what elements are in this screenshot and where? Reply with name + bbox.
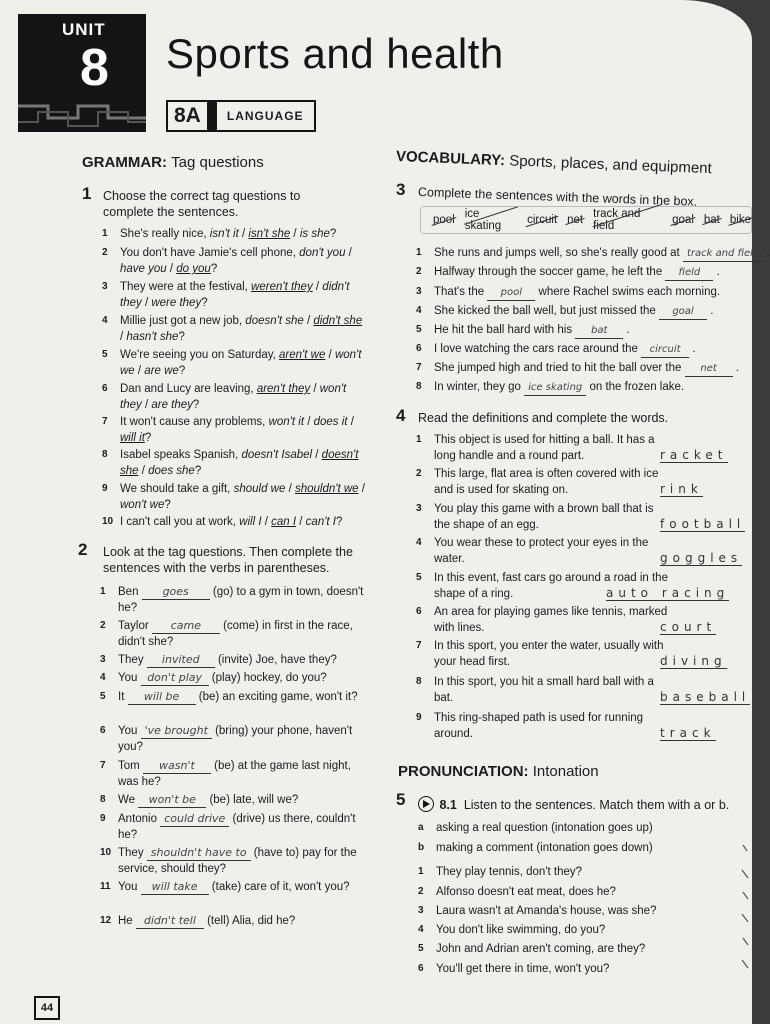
- item-text: It won't cause any problems, won't it / does it / will it?: [120, 416, 354, 444]
- item-number: 3: [416, 286, 422, 297]
- item-number: 1: [100, 586, 106, 597]
- definition-text: In this sport, you enter the water, usually with your head first.: [434, 640, 664, 668]
- item-text-after: .: [763, 247, 770, 259]
- item-number: 7: [102, 416, 108, 427]
- item-text-before: She runs and jumps well, so she's really good at: [434, 247, 683, 259]
- tag-option[interactable]: will it: [120, 432, 145, 444]
- answer-blank[interactable]: goal: [659, 305, 707, 320]
- item-text-after: (invite) Joe, have they?: [214, 654, 337, 666]
- box-word: track and field: [593, 208, 662, 232]
- tag-option[interactable]: hasn't she: [126, 331, 179, 343]
- exercise-3-item: [416, 264, 744, 281]
- tag-option[interactable]: are they: [151, 399, 193, 411]
- lesson-code: 8A: [168, 102, 209, 130]
- page-title: Sports and health: [166, 30, 504, 77]
- decorative-pattern-icon: [18, 98, 146, 132]
- tag-option[interactable]: can't I: [305, 516, 336, 528]
- tag-option[interactable]: weren't they: [251, 281, 313, 293]
- box-word: pool: [433, 214, 455, 226]
- option-letter: a: [418, 822, 424, 833]
- box-word: net: [567, 214, 584, 226]
- item-text-before: She kicked the ball well, but just missed the: [434, 305, 660, 317]
- item-text-after: (be) late, will we?: [206, 794, 299, 806]
- exercise-4-item: [416, 638, 669, 670]
- item-text-before: I love watching the cars race around the: [434, 343, 642, 355]
- unit-badge: [18, 14, 146, 132]
- item-number: 4: [416, 537, 422, 548]
- exercise-5-item: [418, 941, 736, 957]
- answer-blank[interactable]: circuit: [641, 343, 689, 358]
- item-number: 8: [416, 676, 422, 687]
- item-text: Isabel speaks Spanish, doesn't Isabel / doesn't she / does she?: [120, 449, 359, 477]
- item-number: 2: [102, 247, 108, 258]
- item-number: 2: [416, 266, 422, 277]
- answer-blank[interactable]: didn't tell: [136, 914, 204, 929]
- item-text-before: It: [118, 691, 128, 703]
- exercise-2-item: [100, 689, 368, 705]
- option-text: asking a real question (intonation goes up): [436, 822, 653, 834]
- exercise-2-item: [100, 811, 368, 843]
- item-text-after: (bring) your phone, haven't you?: [118, 725, 353, 753]
- item-number: 3: [416, 503, 422, 514]
- unit-number: 8: [80, 39, 109, 97]
- badge-divider: [209, 102, 217, 130]
- exercise-4-instruction: Read the definitions and complete the words.: [418, 411, 669, 425]
- tag-option[interactable]: shouldn't we: [294, 483, 359, 495]
- item-text-after: on the frozen lake.: [586, 381, 685, 393]
- sentence-text: You don't like swimming, do you?: [436, 924, 606, 936]
- vocabulary-heading-bold: VOCABULARY:: [395, 148, 506, 170]
- item-text-after: (be) an exciting game, won't it?: [195, 691, 358, 703]
- word-answer[interactable]: track: [660, 726, 716, 740]
- definition-text: An area for playing games like tennis, marked with lines.: [434, 606, 668, 634]
- item-text-before: They: [118, 654, 147, 666]
- item-text-before: In winter, they go: [434, 381, 525, 393]
- item-number: 1: [416, 247, 422, 258]
- item-number: 1: [418, 866, 424, 877]
- exercise-2-number: 2: [78, 540, 88, 559]
- sentence-text: Laura wasn't at Amanda's house, was she?: [436, 905, 657, 917]
- answer-blank[interactable]: don't play: [141, 671, 209, 686]
- exercise-3-item: [416, 379, 744, 396]
- box-word: bike: [729, 214, 751, 226]
- tag-option[interactable]: is she: [299, 228, 330, 240]
- answer-blank[interactable]: net: [685, 362, 733, 377]
- tag-option[interactable]: isn't it: [209, 228, 239, 240]
- item-number: 4: [102, 315, 108, 326]
- item-text-before: You: [118, 881, 141, 893]
- item-text-before: That's the: [434, 286, 488, 298]
- answer-marks-icon: [740, 840, 752, 980]
- exercise-4-item: [416, 674, 669, 706]
- item-text-before: Halfway through the soccer game, he left the: [434, 266, 666, 278]
- tag-option[interactable]: won't it: [268, 416, 305, 428]
- audio-play-icon[interactable]: [418, 796, 434, 812]
- item-number: 7: [100, 760, 106, 771]
- tag-option[interactable]: won't we: [120, 499, 165, 511]
- item-number: 4: [100, 672, 106, 683]
- definition-text: This object is used for hitting a ball. It has a long handle and a round part.: [434, 434, 655, 462]
- tag-option[interactable]: will I: [239, 516, 262, 528]
- audio-track-number: 8.1: [439, 798, 457, 812]
- item-text-after: .: [713, 266, 720, 278]
- item-text: You don't have Jamie's cell phone, don't you / have you / do you?: [120, 247, 352, 275]
- item-text-before: Taylor: [118, 620, 152, 632]
- exercise-5-item: [418, 922, 736, 938]
- item-text-after: (come) in first in the race, didn't she?: [118, 620, 353, 648]
- answer-blank[interactable]: pool: [487, 286, 535, 301]
- item-number: 3: [418, 905, 424, 916]
- word-answer[interactable]: rink: [660, 482, 703, 496]
- tag-option[interactable]: should we: [233, 483, 286, 495]
- exercise-1-item: [102, 226, 365, 242]
- item-text: I can't call you at work, will I / can I / can't I?: [120, 516, 343, 528]
- item-number: 5: [416, 572, 422, 583]
- tag-option[interactable]: do you: [176, 263, 211, 275]
- exercise-2-item: [100, 879, 368, 895]
- exercise-4-item: [416, 466, 669, 498]
- pronunciation-heading: [398, 763, 599, 780]
- exercise-2-item: [100, 670, 368, 686]
- item-number: 2: [418, 886, 424, 897]
- exercise-1-item: [102, 481, 365, 513]
- exercise-5-number: 5: [396, 790, 406, 809]
- item-number: 5: [100, 691, 106, 702]
- answer-blank[interactable]: ice skating: [524, 381, 586, 396]
- word-answer[interactable]: goggles: [660, 551, 743, 565]
- pronunciation-heading-bold: PRONUNCIATION:: [398, 763, 529, 780]
- answer-blank[interactable]: field: [665, 266, 713, 281]
- answer-blank[interactable]: will take: [141, 880, 209, 895]
- item-number: 10: [102, 516, 114, 527]
- exercise-1-item: [102, 245, 365, 277]
- tag-option[interactable]: doesn't she: [120, 449, 359, 477]
- sentence-text: You'll get there in time, won't you?: [436, 963, 610, 975]
- item-text: We're seeing you on Saturday, aren't we / won't we / are we?: [120, 349, 362, 377]
- item-number: 1: [416, 434, 422, 445]
- exercise-1-item: [102, 313, 365, 345]
- exercise-1-item: [102, 279, 365, 311]
- item-text: Millie just got a new job, doesn't she / didn't she / hasn't she?: [120, 315, 363, 343]
- item-number: 9: [102, 483, 108, 494]
- item-number: 4: [418, 924, 424, 935]
- exercise-1-instruction: Choose the correct tag questions to complete the sentences.: [103, 189, 301, 219]
- item-text-before: Tom: [118, 760, 143, 772]
- lesson-type: LANGUAGE: [226, 109, 304, 123]
- item-number: 1: [102, 228, 108, 239]
- item-number: 2: [416, 468, 422, 479]
- exercise-1-number: 1: [82, 184, 92, 203]
- item-text-before: You: [118, 725, 141, 737]
- tag-option[interactable]: didn't they: [120, 281, 350, 309]
- tag-option[interactable]: have you: [120, 263, 167, 275]
- exercise-5-item: [418, 884, 736, 900]
- tag-option[interactable]: won't we: [120, 349, 362, 377]
- sentence-text: They play tennis, don't they?: [436, 866, 583, 878]
- answer-blank[interactable]: came: [152, 619, 220, 634]
- tag-option[interactable]: doesn't she: [245, 315, 304, 327]
- word-answer[interactable]: football: [660, 517, 746, 531]
- tag-option[interactable]: are we: [144, 365, 179, 377]
- pronunciation-heading-rest: Intonation: [532, 763, 599, 780]
- word-answer[interactable]: court: [660, 620, 717, 634]
- exercise-3-item: [416, 360, 744, 377]
- definition-text: This large, flat area is often covered with ice and is used for skating on.: [434, 468, 659, 496]
- word-answer[interactable]: baseball: [660, 690, 751, 704]
- item-number: 2: [100, 620, 106, 631]
- item-number: 10: [100, 847, 112, 858]
- answer-blank[interactable]: shouldn't have to: [147, 846, 251, 861]
- item-text-after: where Rachel swims each morning.: [535, 286, 721, 298]
- exercise-4-item: [416, 604, 669, 636]
- item-text-after: .: [732, 362, 739, 374]
- item-text-after: (go) to a gym in town, doesn't he?: [118, 586, 364, 614]
- exercise-3-item: [416, 245, 770, 262]
- answer-blank[interactable]: wasn't: [143, 759, 211, 774]
- box-word: ice skating: [465, 208, 517, 232]
- item-number: 8: [102, 449, 108, 460]
- item-number: 6: [416, 343, 422, 354]
- option-letter: b: [418, 842, 425, 853]
- word-box: [420, 206, 752, 234]
- answer-blank[interactable]: invited: [147, 653, 215, 668]
- word-answer[interactable]: racket: [660, 448, 728, 462]
- item-number: 7: [416, 640, 422, 651]
- definition-text: In this sport, you hit a small hard ball with a bat.: [434, 676, 654, 704]
- answer-blank[interactable]: goes: [142, 585, 210, 600]
- item-number: 6: [416, 606, 422, 617]
- item-text-before: She jumped high and tried to hit the ball over the: [434, 362, 685, 374]
- exercise-2-instruction: Look at the tag questions. Then complete the sentences with the verbs in parentheses.: [103, 545, 353, 575]
- exercise-1-item: [102, 514, 365, 530]
- exercise-5-item: [418, 864, 736, 880]
- item-text-before: We: [118, 794, 139, 806]
- page-number: 44: [34, 996, 60, 1020]
- lesson-badge: [166, 100, 316, 132]
- exercise-5-item: [418, 961, 736, 977]
- item-number: 8: [100, 794, 106, 805]
- exercise-3-item: [416, 341, 744, 358]
- exercise-3-number: 3: [396, 180, 406, 199]
- definition-text: In this event, fast cars go around a road in the shape of a ring.: [434, 572, 668, 600]
- item-text-before: Antonio: [118, 813, 161, 825]
- exercise-5-item: [418, 903, 736, 919]
- tag-option[interactable]: didn't she: [313, 315, 363, 327]
- box-word: goal: [672, 214, 694, 226]
- exercise-2-item: [100, 723, 368, 755]
- item-number: 6: [102, 383, 108, 394]
- item-number: 6: [418, 963, 424, 974]
- answer-blank[interactable]: won't be: [138, 793, 206, 808]
- item-number: 5: [416, 324, 422, 335]
- item-text: She's really nice, isn't it / isn't she / is she?: [120, 228, 337, 240]
- answer-blank[interactable]: bat: [575, 324, 623, 339]
- item-text-after: (tell) Alia, did he?: [203, 915, 296, 927]
- exercise-2-item: [100, 652, 368, 668]
- tag-option[interactable]: aren't they: [256, 383, 311, 395]
- answer-blank[interactable]: track and field: [683, 247, 763, 262]
- exercise-1-item: [102, 447, 365, 479]
- item-number: 11: [100, 881, 111, 892]
- tag-option[interactable]: isn't she: [248, 228, 291, 240]
- item-number: 7: [416, 362, 422, 373]
- answer-blank[interactable]: will be: [128, 690, 196, 705]
- exercise-2-item: [100, 758, 368, 790]
- exercise-1-item: [102, 414, 365, 446]
- item-text: Dan and Lucy are leaving, aren't they / won't they / are they?: [120, 383, 347, 411]
- exercise-2-item: [100, 618, 368, 650]
- word-answer[interactable]: auto racing: [606, 586, 730, 600]
- tag-option[interactable]: don't you: [299, 247, 346, 259]
- option-text: making a comment (intonation goes down): [436, 842, 653, 854]
- definition-text: This ring-shaped path is used for running around.: [434, 712, 644, 740]
- exercise-4-item: [416, 501, 669, 533]
- box-word: bat: [703, 214, 720, 226]
- tag-option[interactable]: doesn't Isabel: [241, 449, 313, 461]
- item-text-after: (play) hockey, do you?: [208, 672, 327, 684]
- exercise-3-instruction: Complete the sentences with the words in the box.: [417, 185, 698, 209]
- definition-text: You play this game with a brown ball that is the shape of an egg.: [434, 503, 654, 531]
- item-text-before: He: [118, 915, 136, 927]
- grammar-heading-rest: Tag questions: [171, 154, 264, 171]
- exercise-2-item: [100, 584, 368, 616]
- item-number: 12: [100, 915, 112, 926]
- definition-text: You wear these to protect your eyes in the water.: [434, 537, 649, 565]
- exercise-3-item: [416, 284, 744, 301]
- tag-option[interactable]: does it: [313, 416, 348, 428]
- item-text-after: .: [689, 343, 696, 355]
- item-number: 5: [418, 943, 424, 954]
- item-number: 4: [416, 305, 422, 316]
- item-text-before: Ben: [118, 586, 142, 598]
- exercise-4-number: 4: [396, 406, 406, 425]
- exercise-5-option: [418, 820, 736, 836]
- item-number: 6: [100, 725, 106, 736]
- exercise-2-item: [100, 845, 368, 877]
- word-answer[interactable]: diving: [660, 654, 727, 668]
- item-number: 9: [100, 813, 106, 824]
- exercise-1-item: [102, 381, 365, 413]
- exercise-1-item: [102, 347, 365, 379]
- exercise-5-option: [418, 840, 736, 856]
- item-text-after: (drive) us there, couldn't he?: [118, 813, 356, 841]
- item-text-after: (take) care of it, won't you?: [208, 881, 350, 893]
- exercise-5-instruction: Listen to the sentences. Match them with a or b.: [463, 798, 730, 812]
- item-text-after: .: [707, 305, 714, 317]
- grammar-heading: [82, 154, 264, 171]
- exercise-2-item: [100, 913, 368, 929]
- item-text-before: They: [118, 847, 147, 859]
- exercise-3-item: [416, 322, 744, 339]
- exercise-3-item: [416, 303, 744, 320]
- item-text-before: You: [118, 672, 141, 684]
- unit-label: UNIT: [62, 20, 106, 39]
- exercise-4-item: [416, 535, 669, 567]
- tag-option[interactable]: can I: [271, 516, 297, 528]
- grammar-heading-bold: GRAMMAR:: [82, 154, 167, 171]
- exercise-5-instruction-row: [418, 796, 748, 813]
- item-number: 9: [416, 712, 422, 723]
- exercise-4-item: [416, 710, 669, 742]
- item-number: 3: [102, 281, 108, 292]
- tag-option[interactable]: does she: [148, 465, 195, 477]
- item-number: 8: [416, 381, 422, 392]
- answer-blank[interactable]: 've brought: [141, 724, 212, 739]
- sentence-text: Alfonso doesn't eat meat, does he?: [436, 886, 616, 898]
- item-number: 5: [102, 349, 108, 360]
- item-text: They were at the festival, weren't they / didn't they / were they?: [120, 281, 350, 309]
- item-text-after: .: [623, 324, 630, 336]
- tag-option[interactable]: were they: [151, 297, 202, 309]
- answer-blank[interactable]: could drive: [160, 812, 229, 827]
- exercise-4-item: [416, 432, 669, 464]
- vocabulary-heading: [396, 148, 712, 177]
- sentence-text: John and Adrian aren't coming, are they?: [436, 943, 646, 955]
- item-number: 3: [100, 654, 106, 665]
- vocabulary-heading-rest: Sports, places, and equipment: [508, 152, 713, 178]
- box-word: circuit: [527, 214, 558, 226]
- item-text: We should take a gift, should we / shouldn't we / won't we?: [120, 483, 365, 511]
- exercise-2-item: [100, 792, 368, 808]
- item-text-after: (have to) pay for the service, should they?: [118, 847, 357, 875]
- item-text-after: (be) at the game last night, was he?: [118, 760, 351, 788]
- tag-option[interactable]: won't they: [120, 383, 347, 411]
- tag-option[interactable]: aren't we: [279, 349, 326, 361]
- item-text-before: He hit the ball hard with his: [434, 324, 576, 336]
